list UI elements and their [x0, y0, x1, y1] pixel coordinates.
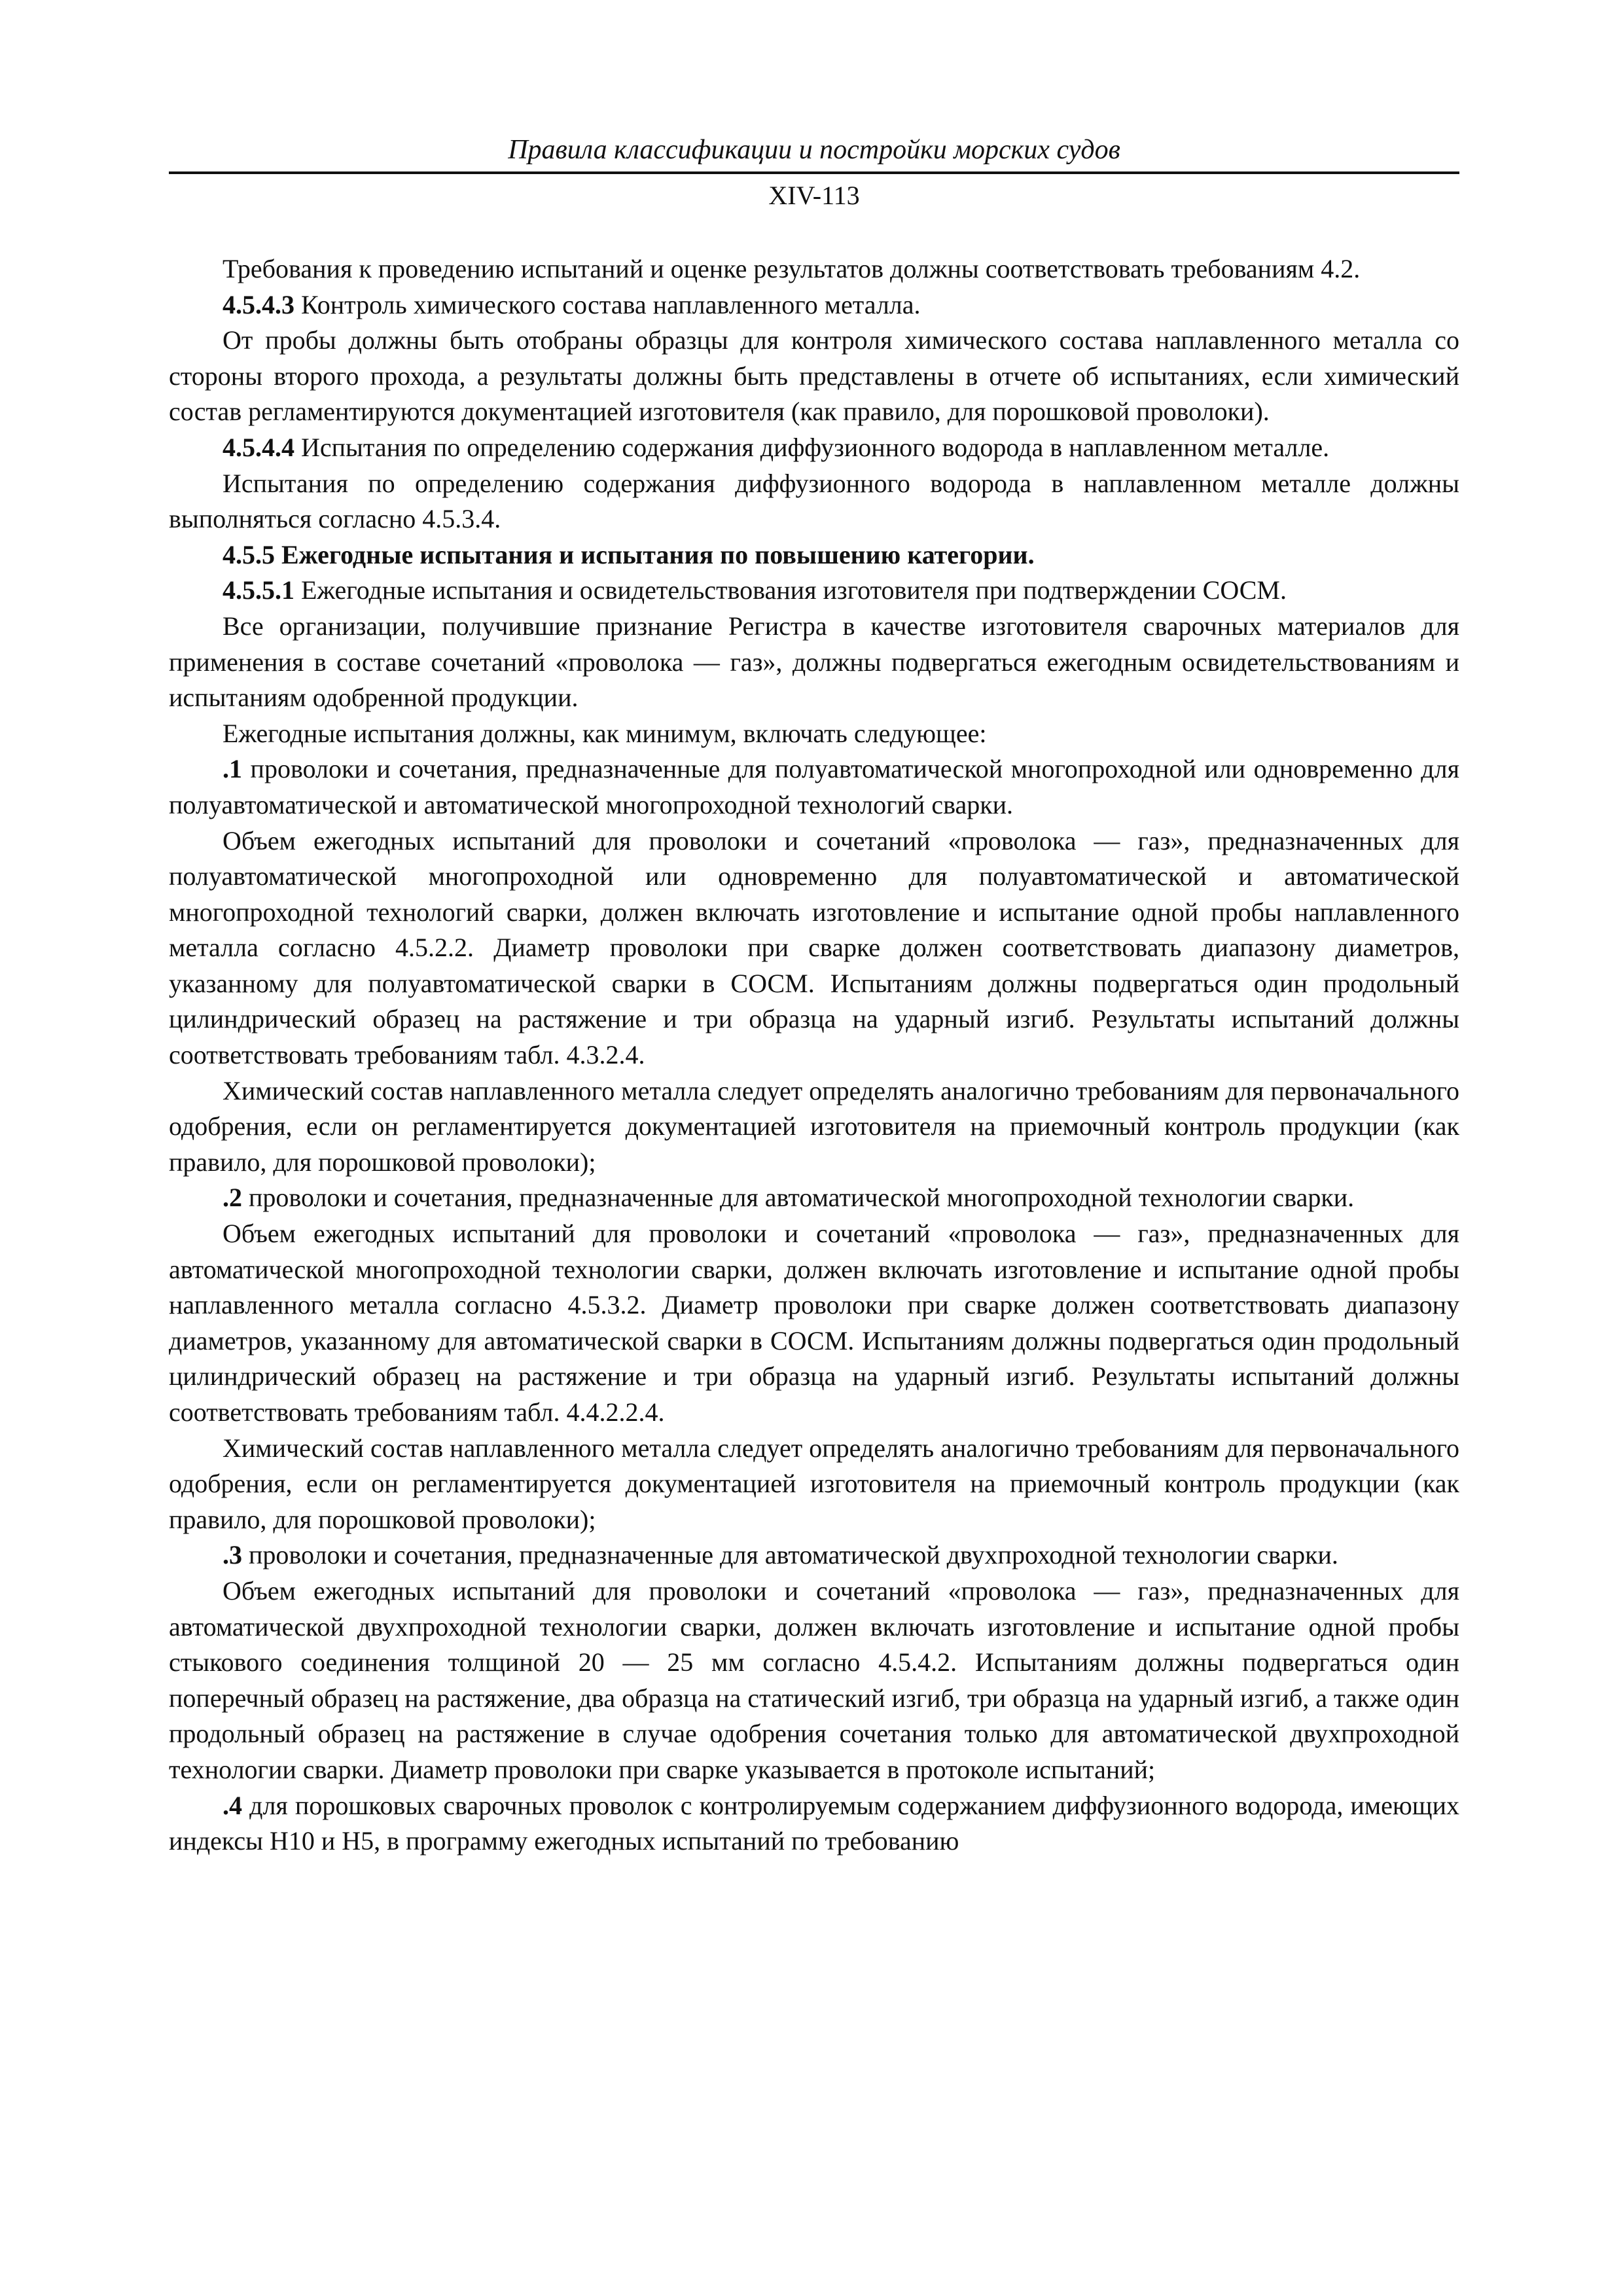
clause-number: 4.5.5.1 — [223, 575, 294, 605]
paragraph-text: проволоки и сочетания, предназначенные для полуавтоматической многопроходной или одновременно для полуавтоматической и автоматической многопроходной технологий сварки. — [169, 754, 1459, 819]
paragraph-text: Объем ежегодных испытаний для проволоки и сочетаний «проволока — газ», предназначенных для полуавтоматической многопроходной или одновременно для полуавтоматической и автоматической многопроходной технологий сварки, должен включать изготовление и испытание одной пробы наплавленного металла согласно 4.5.2.2. Диаметр проволоки при сварке должен соответствовать диапазону диаметров, указанному для полуавтоматической сварки в СОСМ. Испытаниям должны подвергаться один продольный цилиндрический образец на растяжение и три образца на ударный изгиб. Результаты испытаний должны соответствовать требованиям табл. 4.3.2.4. — [169, 825, 1459, 1070]
list-item — [169, 751, 1459, 823]
clause-number: 4.5.4.3 — [223, 289, 294, 319]
paragraph — [169, 430, 1459, 466]
section-heading — [169, 537, 1459, 573]
paragraph — [169, 466, 1459, 537]
document-body — [169, 251, 1459, 1859]
document-page — [169, 131, 1459, 1859]
paragraph — [169, 1216, 1459, 1431]
paragraph-text: От пробы должны быть отобраны образцы для контроля химического состава наплавленного металла со стороны второго прохода, а результаты должны быть представлены в отчете об испытаниях, если химический состав регламентируются документацией изготовителя (как правило, для порошковой проволоки). — [169, 325, 1459, 427]
paragraph-text: Испытания по определению содержания диффузионного водорода в наплавленном металле. — [294, 432, 1330, 462]
paragraph — [169, 716, 1459, 752]
paragraph-text: Ежегодные испытания должны, как минимум, включать следующее: — [223, 718, 987, 748]
list-item — [169, 1537, 1459, 1573]
clause-number: 4.5.4.4 — [223, 432, 294, 462]
list-item — [169, 1180, 1459, 1216]
paragraph-text: проволоки и сочетания, предназначенные для автоматической двухпроходной технологии сварки. — [242, 1540, 1338, 1570]
paragraph — [169, 1073, 1459, 1181]
list-item — [169, 1788, 1459, 1859]
paragraph-text: Объем ежегодных испытаний для проволоки и сочетаний «проволока — газ», предназначенных для автоматической двухпроходной технологии сварки, должен включать изготовление и испытание одной пробы стыкового соединения толщиной 20 — 25 мм согласно 4.5.4.2. Испытаниям должны подвергаться один поперечный образец на растяжение, два образца на статический изгиб, три образца на ударный изгиб, а также один продольный образец на растяжение в случае одобрения сочетания только для автоматической двухпроходной технологии сварки. Диаметр проволоки при сварке указывается в протоколе испытаний; — [169, 1575, 1459, 1784]
paragraph — [169, 1431, 1459, 1538]
paragraph-text: Объем ежегодных испытаний для проволоки и сочетаний «проволока — газ», предназначенных для автоматической многопроходной технологии сварки, должен включать изготовление и испытание одной пробы наплавленного металла согласно 4.5.3.2. Диаметр проволоки при сварке должен соответствовать диапазону диаметров, указанному для автоматической сварки в СОСМ. Испытаниям должны подвергаться один продольный цилиндрический образец на растяжение и три образца на ударный изгиб. Результаты испытаний должны соответствовать требованиям табл. 4.4.2.2.4. — [169, 1219, 1459, 1427]
paragraph — [169, 287, 1459, 323]
paragraph — [169, 1573, 1459, 1788]
paragraph-text: Ежегодные испытания и освидетельствования изготовителя при подтверждении СОСМ. — [294, 575, 1287, 605]
section-heading-text: 4.5.5 Ежегодные испытания и испытания по повышению категории. — [223, 539, 1035, 569]
paragraph — [169, 823, 1459, 1073]
paragraph — [169, 573, 1459, 609]
paragraph — [169, 609, 1459, 716]
header-rule — [169, 171, 1459, 174]
paragraph-text: проволоки и сочетания, предназначенные для автоматической многопроходной технологии сварки. — [242, 1183, 1355, 1213]
running-header: Правила классификации и постройки морских судов — [508, 135, 1120, 165]
list-item-number: .2 — [223, 1183, 242, 1213]
paragraph-text: для порошковых сварочных проволок с контролируемым содержанием диффузионного водорода, имеющих индексы H10 и H5, в программу ежегодных испытаний по требованию — [169, 1790, 1459, 1856]
paragraph-text: Химический состав наплавленного металла следует определять аналогично требованиям для первоначального одобрения, если он регламентируется документацией изготовителя на приемочный контроль продукции (как правило, для порошковой проволоки); — [169, 1433, 1459, 1534]
paragraph-text: Химический состав наплавленного металла следует определять аналогично требованиям для первоначального одобрения, если он регламентируется документацией изготовителя на приемочный контроль продукции (как правило, для порошковой проволоки); — [169, 1075, 1459, 1177]
paragraph — [169, 323, 1459, 430]
paragraph — [169, 251, 1459, 287]
list-item-number: .3 — [223, 1540, 242, 1570]
paragraph-text: Контроль химического состава наплавленного металла. — [294, 289, 921, 319]
list-item-number: .4 — [223, 1790, 242, 1820]
list-item-number: .1 — [223, 754, 242, 784]
page-number: XIV-113 — [768, 181, 860, 210]
paragraph-text: Испытания по определению содержания диффузионного водорода в наплавленном металле должны выполняться согласно 4.5.3.4. — [169, 468, 1459, 534]
paragraph-text: Требования к проведению испытаний и оценке результатов должны соответствовать требованиям 4.2. — [223, 254, 1361, 283]
paragraph-text: Все организации, получившие признание Регистра в качестве изготовителя сварочных материалов для применения в составе сочетаний «проволока — газ», должны подвергаться ежегодным освидетельствованиям и испытаниям одобренной продукции. — [169, 611, 1459, 713]
